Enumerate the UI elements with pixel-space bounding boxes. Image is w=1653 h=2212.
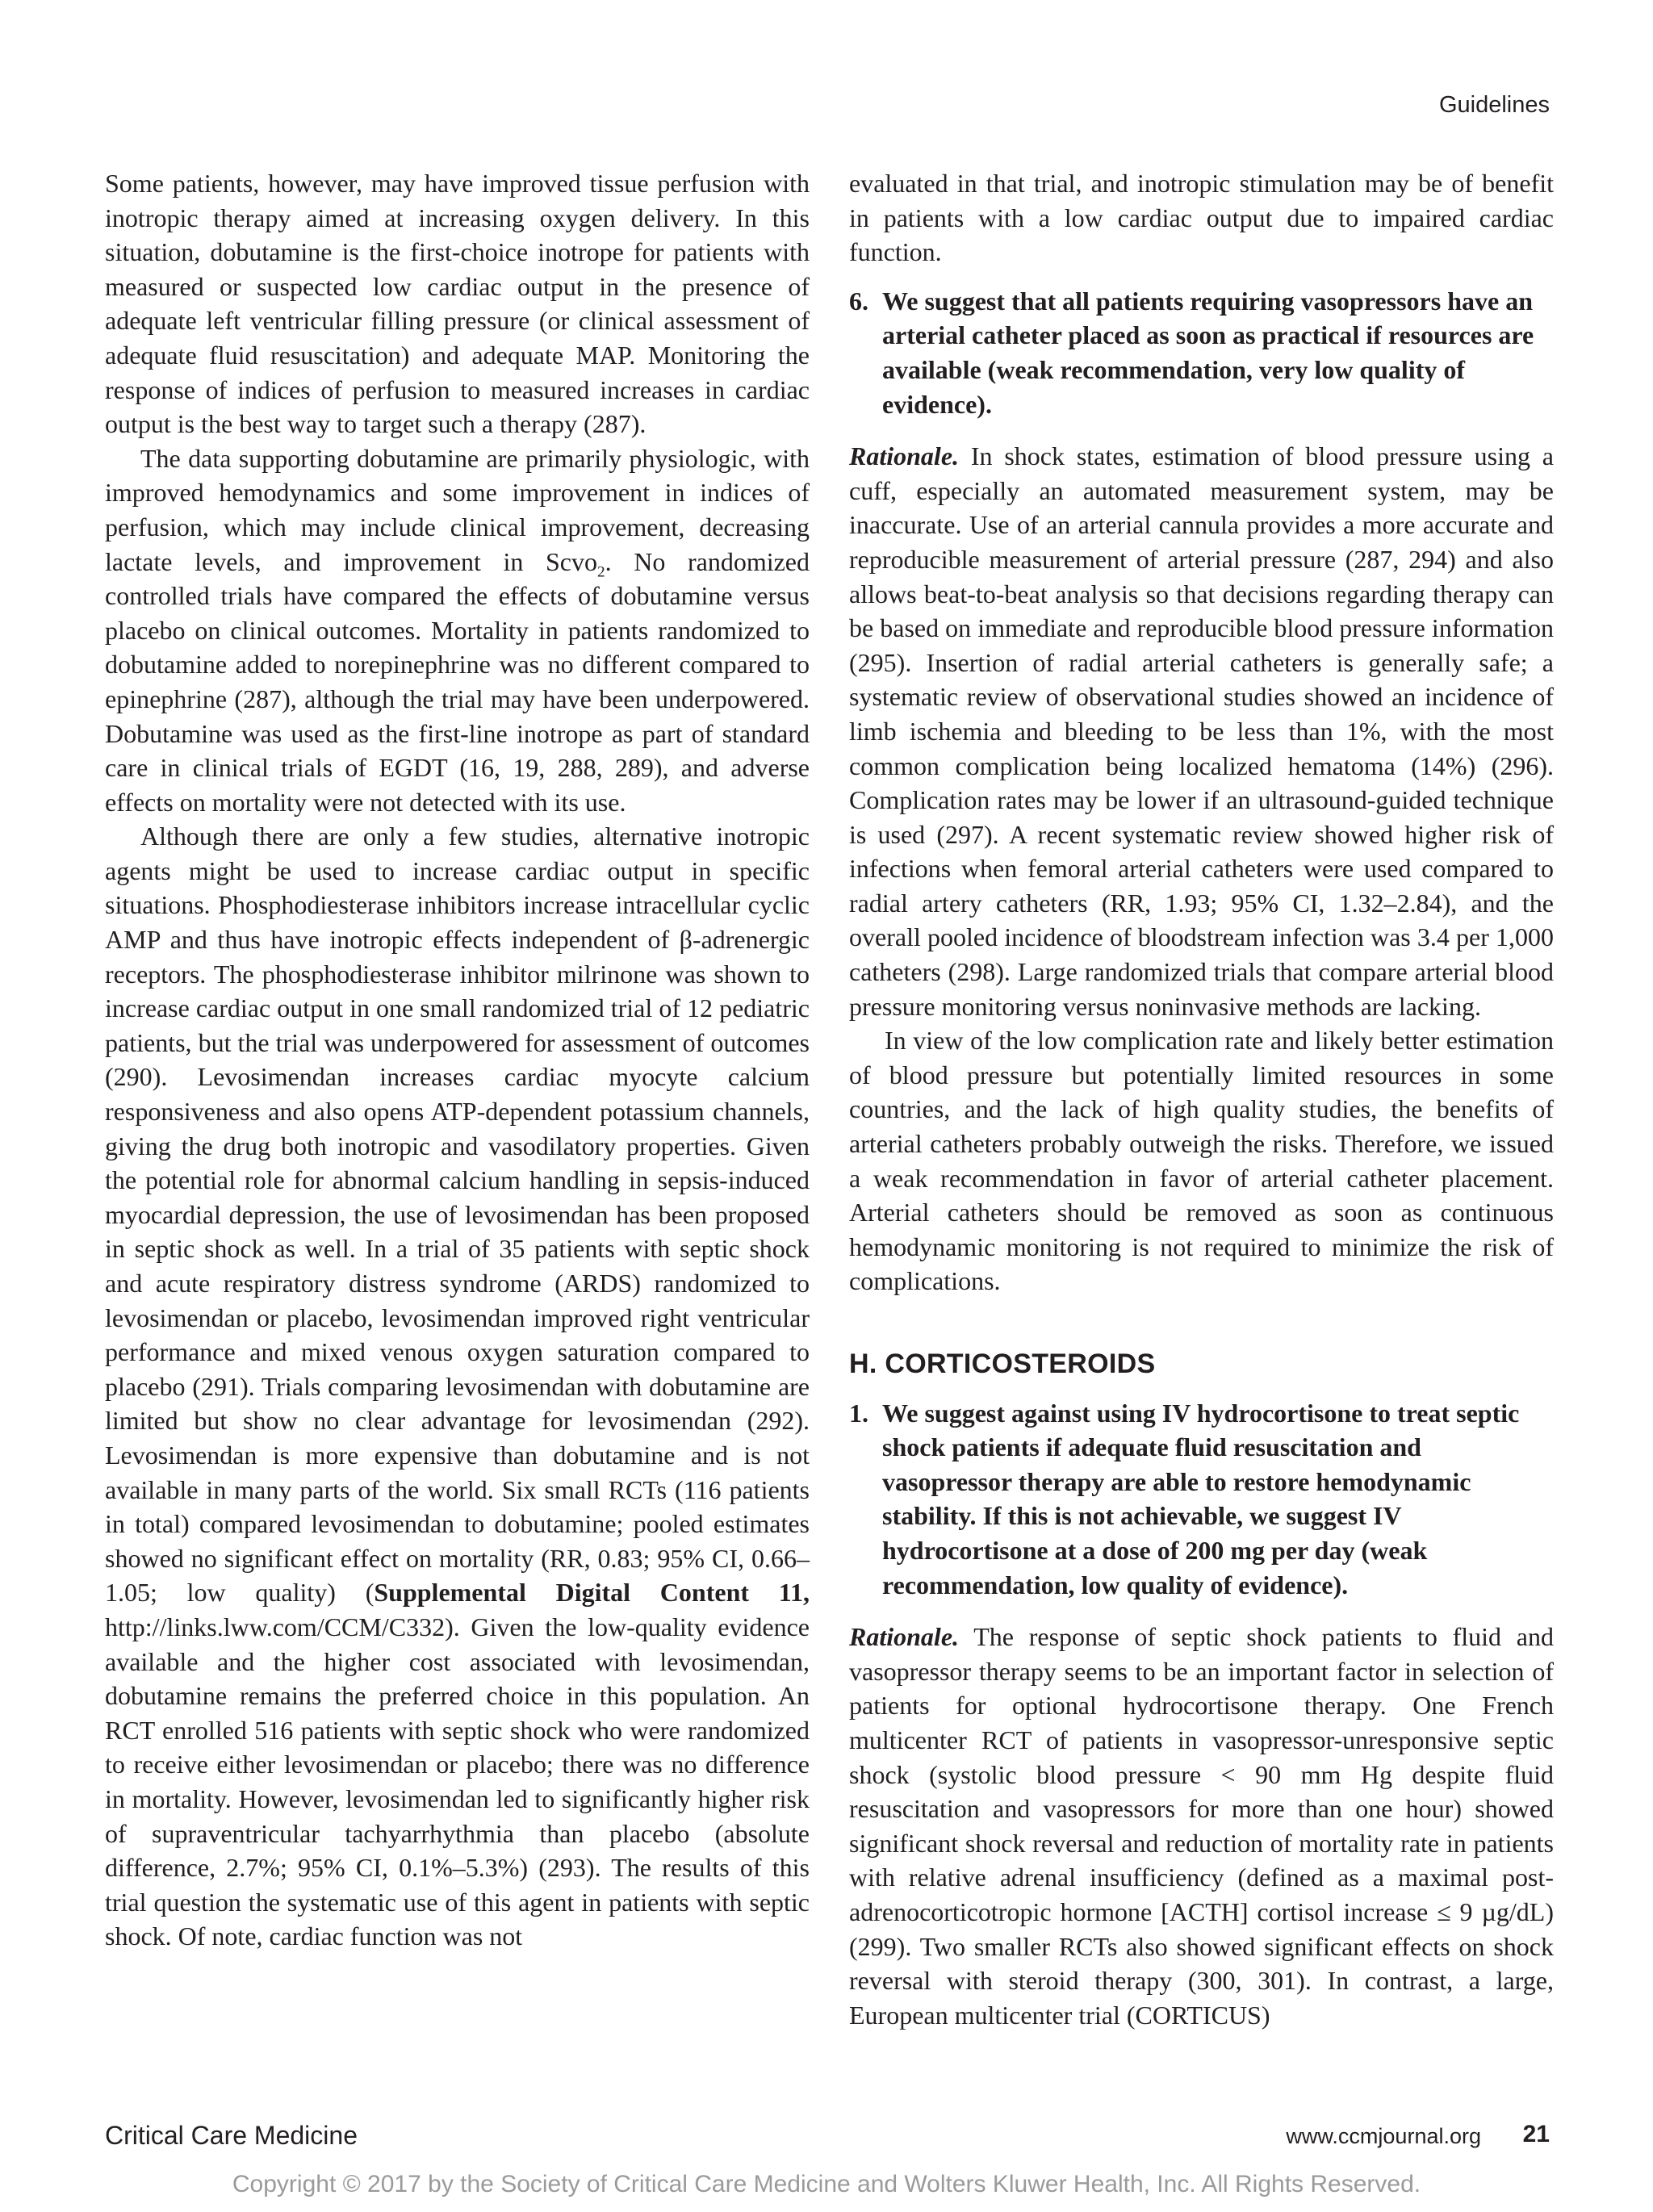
recommendation-text: We suggest against using IV hydrocortisone to treat septic shock patients if adequate fluid resuscitation and vasopressor therapy are able to restore hemodynamic stability. If this is not achievable, we suggest IV hydrocortisone at a dose of 200 mg per day (weak recommendation, low quality of evidence). xyxy=(882,1398,1520,1599)
footer-journal-name: Critical Care Medicine xyxy=(105,2121,358,2150)
recommendation-h1 xyxy=(849,1396,1554,1603)
text-run: . No randomized controlled trials have compared the effects of dobutamine versus placebo on clinical outcomes. Mortality in patients randomized to dobutamine added to norepinephrine was no different compared to epinephrine (287), although the trial may have been underpowered. Dobutamine was used as the first-line inotrope as part of standard care in clinical trials of EGDT (16, 19, 288, 289), and adverse effects on mortality were not detected with its use. xyxy=(105,546,810,817)
supplemental-reference: Supplemental Digital Content 11, xyxy=(374,1578,810,1608)
left-column xyxy=(105,166,810,1954)
copyright-notice: Copyright © 2017 by the Society of Critical Care Medicine and Wolters Kluwer Health, Inc. All Rights Reserved. xyxy=(232,2171,1421,2197)
rationale-label: Rationale. xyxy=(849,441,960,471)
paragraph-dobutamine-intro: Some patients, however, may have improved tissue perfusion with inotropic therapy aimed at increasing oxygen delivery. In this situation, dobutamine is the first-choice inotrope for patients with measured or suspected low cardiac output in the presence of adequate left ventricular filling pressure (or clinical assessment of adequate fluid resuscitation) and adequate MAP. Monitoring the response of indices of perfusion to measured increases in cardiac output is the best way to target such a therapy (287). xyxy=(105,169,810,439)
paragraph-alternative-inotropes xyxy=(105,819,810,1954)
text-run: In shock states, estimation of blood pressure using a cuff, especially an automated measurement system, may be inaccurate. Use of an arterial cannula provides a more accurate and reproducible measurement of arterial pressure (287, 294) and also allows beat-to-beat analysis so that decisions regarding therapy can be based on immediate and reproducible blood pressure information (295). Insertion of radial arterial catheters is generally safe; a systematic review of observational studies showed an incidence of limb ischemia and bleeding to be less than 1%, with the most common complication being localized hematoma (14%) (296). Complication rates may be lower if an ultrasound-guided technique is used (297). A recent systematic review showed higher risk of infections when femoral arterial catheters were used compared to radial artery catheters (RR, 1.93; 95% CI, 1.32–2.84), and the overall pooled incidence of bloodstream infection was 3.4 per 1,000 catheters (298). Large randomized trials that compare arterial blood pressure monitoring versus noninvasive methods are lacking. xyxy=(849,441,1554,1021)
section-heading-corticosteroids: H. CORTICOSTEROIDS xyxy=(849,1349,1156,1379)
paragraph-rationale-corticosteroids xyxy=(849,1620,1554,2032)
paragraph-continuation: evaluated in that trial, and inotropic stimulation may be of benefit in patients with a low cardiac output due to impaired cardiac function. xyxy=(849,169,1554,267)
paragraph-dobutamine-data xyxy=(105,441,810,820)
right-column xyxy=(849,166,1554,2032)
text-run: The data supporting dobutamine are primarily physiologic, with improved hemodynamics and some improvement in indices of perfusion, which may include clinical improvement, decreasing lactate levels, and improvement in Scvo xyxy=(105,443,810,576)
subscript: 2 xyxy=(597,562,605,580)
running-head: Guidelines xyxy=(1438,92,1550,118)
recommendation-number: 6. xyxy=(849,286,868,316)
text-run: http://links.lww.com/CCM/C332). Given the low-quality evidence available and the higher cost associated with levosimendan, dobutamine remains the preferred choice in this population. An RCT enrolled 516 patients with septic shock who were randomized to receive either levosimendan or placebo; there was no difference in mortality. However, levosimendan led to significantly higher risk of supraventricular tachyarrhythmia than placebo (absolute difference, 2.7%; 95% CI, 0.1%–5.3%) (293). The results of this trial question the systematic use of this agent in patients with septic shock. Of note, cardiac function was not xyxy=(105,1612,810,1951)
recommendation-6 xyxy=(849,284,1554,421)
text-run: The response of septic shock patients to fluid and vasopressor therapy seems to be an important factor in selection of patients for optional hydrocortisone therapy. One French multicenter RCT of patients in vasopressor-unresponsive septic shock (systolic blood pressure < 90 mm Hg despite fluid resuscitation and vasopressors for more than one hour) showed significant shock reversal and reduction of mortality rate in patients with relative adrenal insufficiency (defined as a maximal post-adrenocorticotropic hormone [ACTH] cortisol increase ≤ 9 µg/dL) (299). Two smaller RCTs also showed significant effects on shock reversal with steroid therapy (300, 301). In contrast, a large, European multicenter trial (CORTICUS) xyxy=(849,1622,1554,2030)
text-run: Although there are only a few studies, alternative inotropic agents might be used to increase cardiac output in specific situations. Phosphodiesterase inhibitors increase intracellular cyclic AMP and thus have inotropic effects independent of β-adrenergic receptors. The phosphodiesterase inhibitor milrinone was shown to increase cardiac output in one small randomized trial of 12 pediatric patients, but the trial was underpowered for assessment of outcomes (290). Levosimendan increases cardiac myocyte calcium responsiveness and also opens ATP-dependent potassium channels, giving the drug both inotropic and vasodilatory properties. Given the potential role for abnormal calcium handling in sepsis-induced myocardial depression, the use of levosimendan has been proposed in septic shock as well. In a trial of 35 patients with septic shock and acute respiratory distress syndrome (ARDS) randomized to levosimendan or placebo, levosimendan improved right ventricular performance and mixed venous oxygen saturation compared to placebo (291). Trials comparing levosimendan with dobutamine are limited but show no clear advantage for levosimendan (292). Levosimendan is more expensive than dobutamine and is not available in many parts of the world. Six small RCTs (116 patients in total) compared levosimendan to dobutamine; pooled estimates showed no significant effect on mortality (RR, 0.83; 95% CI, 0.66–1.05; low quality) ( xyxy=(105,822,810,1608)
footer-journal-url: www.ccmjournal.org xyxy=(1286,2124,1481,2148)
rationale-label: Rationale. xyxy=(849,1622,960,1652)
footer-page-number: 21 xyxy=(1522,2121,1550,2147)
paragraph-rationale-arterial xyxy=(849,439,1554,1023)
paragraph-arterial-conclusion: In view of the low complication rate and likely better estimation of blood pressure but potentially limited resources in some countries, and the lack of high quality studies, the benefits of arterial catheters probably outweigh the risks. Therefore, we issued a weak recommendation in favor of arterial catheter placement. Arterial catheters should be removed as soon as continuous hemodynamic monitoring is not required to minimize the risk of complications. xyxy=(849,1026,1554,1296)
recommendation-text: We suggest that all patients requiring vasopressors have an arterial catheter placed as soon as practical if resources are available (weak recommendation, very low quality of evidence). xyxy=(882,286,1534,419)
recommendation-number: 1. xyxy=(849,1398,868,1428)
